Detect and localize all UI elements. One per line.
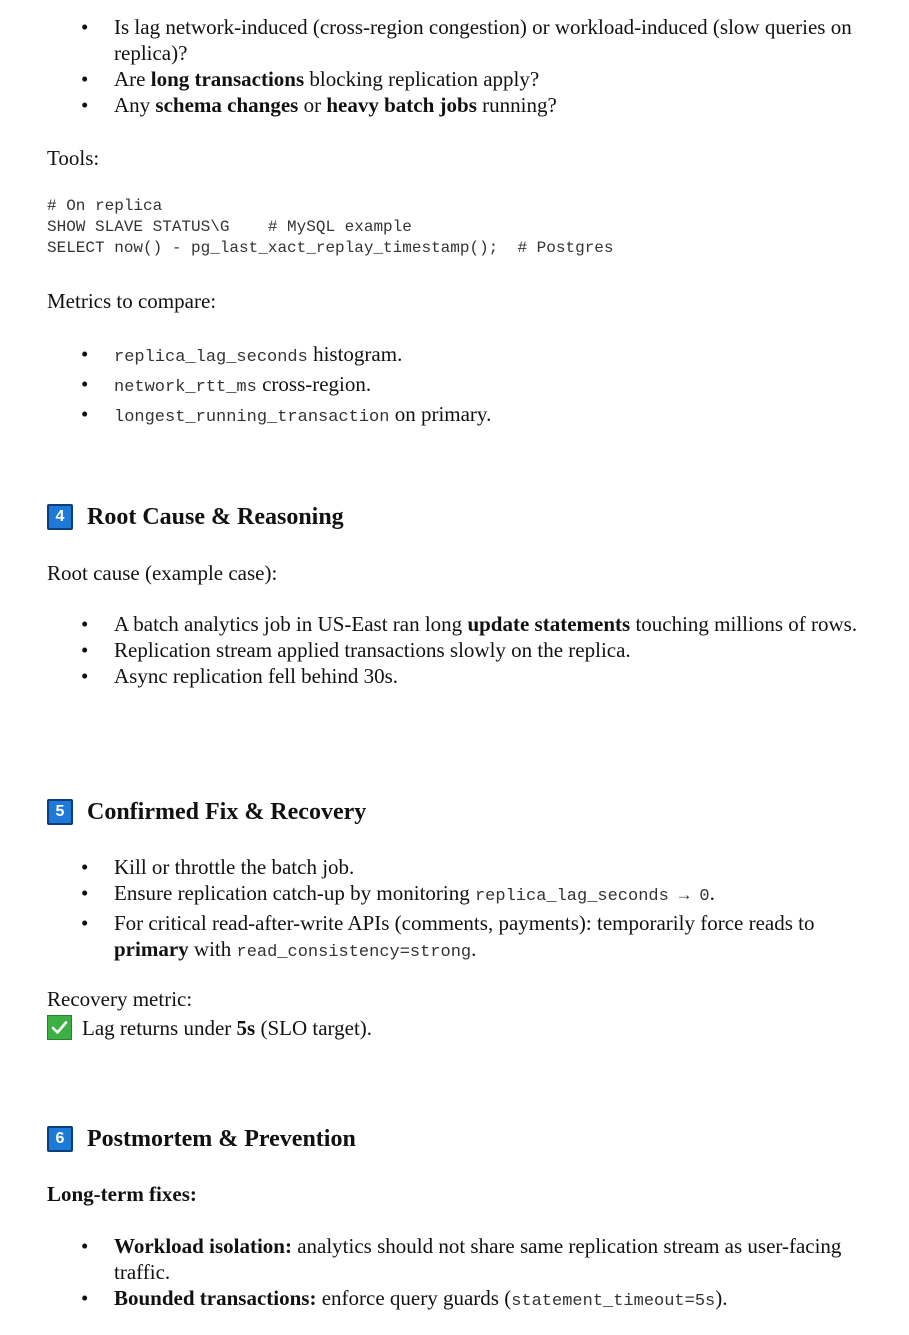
list-item: • Is lag network-induced (cross-region congestion) or workload-induced (slow queries on replica)? [47, 14, 874, 66]
list-item: • Kill or throttle the batch job. [47, 854, 874, 880]
list-item: • Any schema changes or heavy batch jobs running? [47, 92, 874, 118]
section-number-badge: 6 [47, 1126, 73, 1152]
section-5-heading [47, 796, 366, 828]
section-title: Postmortem & Prevention [87, 1126, 356, 1152]
long-term-fixes-label: Long-term fixes: [47, 1182, 197, 1206]
tools-label: Tools: [47, 146, 100, 170]
metrics-list [47, 341, 887, 431]
list-item: • network_rtt_ms cross-region. [47, 371, 874, 401]
recovery-metric-label: Recovery metric: [47, 987, 193, 1011]
list-item: • Replication stream applied transactions slowly on the replica. [47, 637, 874, 663]
code-line: SELECT now() - pg_last_xact_replay_timestamp(); # Postgres [47, 239, 614, 257]
recovery-metric: Lag returns under 5s (SLO target). [47, 1015, 887, 1041]
list-item: • A batch analytics job in US-East ran long update statements touching millions of rows. [47, 611, 874, 637]
metrics-label: Metrics to compare: [47, 289, 217, 313]
list-item: • longest_running_transaction on primary. [47, 401, 874, 431]
root-cause-intro: Root cause (example case): [47, 561, 278, 585]
list-item: • For critical read-after-write APIs (comments, payments): temporarily force reads to primary with read_consistency=strong. [47, 910, 874, 966]
fix-list [47, 854, 887, 966]
top-question-list [47, 14, 887, 118]
section-6-heading [47, 1123, 356, 1155]
list-item: • Are long transactions blocking replication apply? [47, 66, 874, 92]
section-title: Confirmed Fix & Recovery [87, 799, 367, 825]
list-item: • Async replication fell behind 30s. [47, 663, 874, 689]
list-item: • Workload isolation: analytics should not share same replication stream as user-facing traffic. [47, 1233, 874, 1285]
root-cause-list [47, 611, 887, 689]
section-title: Root Cause & Reasoning [87, 504, 344, 530]
code-line: # On replica [47, 197, 163, 215]
check-mark-icon [47, 1015, 72, 1040]
tools-code-block [47, 196, 887, 259]
section-number-badge: 5 [47, 799, 73, 825]
list-item: • Ensure replication catch-up by monitoring replica_lag_seconds → 0. [47, 880, 874, 910]
code-line: SHOW SLAVE STATUS\G # MySQL example [47, 218, 412, 236]
section-number-badge: 4 [47, 504, 73, 530]
list-item: • replica_lag_seconds histogram. [47, 341, 874, 371]
list-item: • Bounded transactions: enforce query guards (statement_timeout=5s). [47, 1285, 874, 1315]
section-4-heading [47, 501, 344, 533]
prevention-list [47, 1233, 887, 1315]
